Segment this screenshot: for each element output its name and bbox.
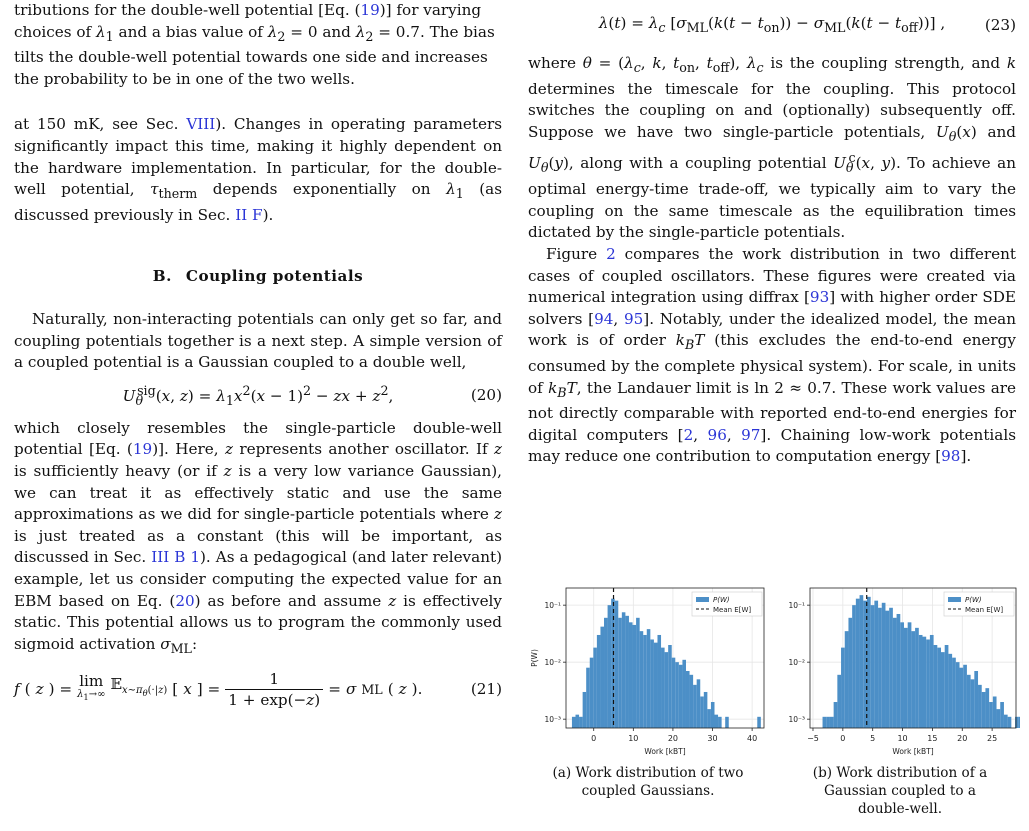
figure1-caption-tail bbox=[14, 0, 502, 90]
equation-number: (23) bbox=[984, 16, 1016, 35]
paragraph: Figure 2 compares the work distribution in two different cases of coupled oscillators. These figures were created via numerical integration using diffrax [93] with higher order SDE solvers [94, 95]. Notably, under the idealized model, the mean work is of order $k_BT$ (this excludes the end-to-end energy consumed by the complete physical system). For scale, in units of $k_BT$, the Landauer limit is ln 2 ≈ 0.7. These work values are not directly comparable with reported end-to-end energies for digital computers [2, 96, 97]. Chaining low-work potentials may reduce one contribution to computation energy [98]. bbox=[528, 244, 1017, 466]
right-column bbox=[528, 0, 1016, 468]
histogram-bar bbox=[948, 654, 952, 728]
x-tick-label: 25 bbox=[987, 734, 998, 743]
histogram-bar bbox=[963, 665, 967, 728]
histogram-bar bbox=[900, 622, 904, 728]
histogram-bar bbox=[967, 675, 971, 728]
x-tick-label: 0 bbox=[840, 734, 846, 743]
histogram-bar bbox=[852, 605, 856, 728]
histogram-bar bbox=[579, 717, 583, 728]
histogram-bar bbox=[845, 631, 849, 728]
histogram-bar bbox=[686, 671, 690, 728]
x-tick-label: 20 bbox=[667, 734, 679, 743]
histogram-bar bbox=[904, 628, 908, 728]
histogram-bar bbox=[960, 668, 964, 728]
legend-label-mean: Mean E[W] bbox=[965, 606, 1004, 614]
histogram-bar bbox=[974, 671, 978, 728]
histogram-bar bbox=[640, 631, 644, 728]
histogram-bar bbox=[718, 717, 722, 728]
histogram-bar bbox=[919, 635, 923, 728]
histogram-bar bbox=[672, 658, 676, 728]
histogram-bar bbox=[647, 629, 651, 728]
histogram-bar bbox=[690, 675, 694, 728]
histogram-bar bbox=[633, 625, 637, 728]
x-tick-label: 30 bbox=[707, 734, 718, 743]
histogram-bar bbox=[997, 709, 1001, 728]
histogram-bar bbox=[941, 652, 945, 728]
legend-label-hist: P(W) bbox=[965, 596, 982, 604]
histogram-bar bbox=[622, 612, 626, 728]
histogram-bar bbox=[682, 660, 686, 728]
caption-line: double-well. bbox=[857, 801, 943, 817]
histogram-bar bbox=[937, 648, 941, 728]
histogram-bar bbox=[934, 645, 938, 728]
histogram-bar bbox=[911, 631, 915, 728]
histogram-bar bbox=[657, 635, 661, 728]
histogram-bar bbox=[856, 599, 860, 728]
histogram-bar bbox=[985, 688, 989, 728]
histogram-bar bbox=[583, 692, 587, 728]
histogram-bar bbox=[665, 652, 669, 728]
histogram-bar bbox=[971, 679, 975, 728]
section-title: Coupling potentials bbox=[185, 267, 364, 286]
histogram-bar bbox=[874, 601, 878, 728]
histogram-bar bbox=[679, 665, 683, 728]
y-tick-label: 10⁻² bbox=[544, 658, 561, 668]
histogram-bar bbox=[871, 605, 875, 728]
legend-label-hist: P(W) bbox=[713, 596, 730, 604]
equation-21: f ( z ) = lim $\lambda_1\to\infty$ 𝔼$_{x\sim\pi_\theta(\cdot|z)}$ [ x ] = 1 1 + exp(−z) = σ ML ( z ). (21) bbox=[14, 669, 502, 709]
histogram-bar bbox=[576, 715, 580, 728]
histogram-bar bbox=[668, 645, 672, 728]
figure-a bbox=[528, 580, 768, 800]
histogram-bar bbox=[922, 637, 926, 728]
histogram-bar bbox=[993, 696, 997, 728]
y-tick-label: 10⁻¹ bbox=[544, 601, 561, 611]
caption-line: Gaussian coupled to a bbox=[824, 783, 976, 799]
histogram-bar bbox=[697, 679, 701, 728]
histogram-bar bbox=[830, 717, 834, 728]
histogram-bar bbox=[615, 601, 619, 728]
histogram-bar bbox=[618, 618, 622, 728]
histogram-bar bbox=[757, 717, 761, 728]
histogram-bar bbox=[608, 605, 612, 728]
histogram-bar bbox=[707, 709, 711, 728]
section-number: B. bbox=[152, 267, 172, 286]
y-tick-label: 10⁻³ bbox=[788, 715, 805, 725]
histogram-bar bbox=[593, 648, 597, 728]
paragraph: which closely resembles the single-particle double-well potential [Eq. (19)]. Here, z represents another oscillator. If z is sufficiently heavy (or if z is a very low variance Gaussian), we can treat it as effectively static and use the same approximations as we did for single-particle potentials where z is just treated as a constant (this will be important, as discussed in Sec. III B 1). As a pedagogical (and later relevant) example, let us consider computing the expected value for an EBM based on Eq. (20) as before and assume z is effectively static. This potential allows us to program the commonly used sigmoid activation $\sigma_{ML}$: bbox=[14, 418, 503, 656]
histogram-bar bbox=[629, 622, 633, 728]
x-tick-label: 0 bbox=[591, 734, 597, 743]
histogram-bar bbox=[661, 648, 665, 728]
histogram-bar bbox=[834, 702, 838, 728]
histogram-bar bbox=[654, 643, 658, 728]
y-tick-label: 10⁻² bbox=[788, 658, 805, 668]
histogram-bar bbox=[889, 608, 893, 728]
histogram-bar bbox=[1004, 715, 1008, 728]
histogram-bar bbox=[885, 611, 889, 728]
chart-b bbox=[780, 580, 1020, 760]
y-tick-label: 10⁻¹ bbox=[788, 601, 805, 611]
equation-number: (20) bbox=[470, 385, 502, 404]
histogram-bar bbox=[945, 645, 949, 728]
histogram-bar bbox=[978, 685, 982, 728]
histogram-bar bbox=[956, 662, 960, 728]
histogram-bar bbox=[841, 648, 845, 728]
y-tick-label: 10⁻³ bbox=[544, 715, 561, 725]
caption-line: (a) Work distribution of two bbox=[552, 765, 744, 781]
histogram-bar bbox=[693, 685, 697, 728]
legend-swatch-hist bbox=[948, 597, 961, 602]
figure-b bbox=[780, 580, 1020, 818]
caption-line: choices of $\lambda_1$ and a bias value of $\lambda_2 = 0$ and $\lambda_2 = 0.7$. The bias bbox=[14, 22, 495, 44]
figure-b-caption bbox=[780, 764, 1020, 818]
x-axis-label: Work [kBT] bbox=[892, 747, 934, 756]
figure-a-caption bbox=[528, 764, 768, 800]
x-tick-label: 10 bbox=[628, 734, 639, 743]
histogram-bar bbox=[823, 717, 827, 728]
histogram-bar bbox=[711, 702, 715, 728]
histogram-bar bbox=[704, 692, 708, 728]
caption-line: tributions for the double-well potential [Eq. (19)] for varying bbox=[14, 1, 482, 19]
histogram-bar bbox=[700, 696, 704, 728]
histogram-bar bbox=[989, 702, 993, 728]
equation-23: $\lambda(t) = \lambda_c$ $[\sigma_{ML}(k(t - t_{on})) - \sigma_{ML}(k(t - t_{off}))]$ , (23) bbox=[598, 14, 1016, 36]
histogram-bar bbox=[882, 603, 886, 728]
histogram-bar bbox=[826, 717, 830, 728]
histogram-bar bbox=[926, 639, 930, 728]
chart-a bbox=[528, 580, 768, 760]
histogram-bar bbox=[636, 618, 640, 728]
legend-swatch-hist bbox=[696, 597, 709, 602]
caption-line: coupled Gaussians. bbox=[581, 783, 715, 799]
x-tick-label: 5 bbox=[870, 734, 876, 743]
histogram-bar bbox=[590, 658, 594, 728]
caption-line: (b) Work distribution of a bbox=[812, 765, 988, 781]
histogram-bar bbox=[675, 662, 679, 728]
histogram-bar bbox=[915, 628, 919, 728]
histogram-bar bbox=[897, 614, 901, 728]
left-column bbox=[14, 0, 502, 719]
histogram-bar bbox=[878, 608, 882, 728]
histogram-bar bbox=[643, 635, 647, 728]
histogram-bar bbox=[930, 635, 934, 728]
caption-line: the probability to be in one of the two wells. bbox=[14, 69, 355, 88]
x-tick-label: −5 bbox=[807, 734, 819, 743]
histogram-bar bbox=[725, 717, 729, 728]
histogram-bar bbox=[1015, 717, 1019, 728]
histogram-bar bbox=[837, 675, 841, 728]
histogram-bar bbox=[982, 692, 986, 728]
histogram-bar bbox=[715, 715, 719, 728]
histogram-bar bbox=[650, 639, 654, 728]
section-heading bbox=[14, 266, 502, 288]
histogram-bar bbox=[572, 717, 576, 728]
x-tick-label: 10 bbox=[897, 734, 908, 743]
caption-line: tilts the double-well potential towards one side and increases bbox=[14, 48, 488, 67]
histogram-bar bbox=[893, 618, 897, 728]
paragraph: Naturally, non-interacting potentials can only get so far, and coupling potentials together is a next step. A simple version of a coupled potential is a Gaussian coupled to a double well, bbox=[14, 310, 502, 372]
histogram-bar bbox=[860, 595, 864, 728]
histogram-bar bbox=[1008, 717, 1012, 728]
histogram-bar bbox=[1000, 702, 1004, 728]
histogram-bar bbox=[597, 635, 601, 728]
histogram-bar bbox=[604, 618, 608, 728]
x-tick-label: 40 bbox=[747, 734, 758, 743]
x-tick-label: 20 bbox=[957, 734, 968, 743]
paragraph: where $\theta = (\lambda_c$, k, $t_{on}$, $t_{off}$), $\lambda_c$ is the coupling strength, and k determines the timescale for the coupling. This protocol switches the coupling on and (optionally) subsequently off. Suppose we have two single-particle potentials, $U_\theta(x)$ and $U_\theta(y)$, along with a coupling potential $U_\theta^c(x$, y). To achieve an optimal energy-time trade-off, we typically aim to vary the coupling on the same timescale as the equilibration times dictated by the single-particle potentials. bbox=[528, 54, 1017, 242]
histogram-bar bbox=[625, 616, 629, 728]
legend-label-mean: Mean E[W] bbox=[713, 606, 752, 614]
paragraph: at 150 mK, see Sec. VIII). Changes in operating parameters significantly impact this time, making it highly dependent on the hardware implementation. In particular, for the double-well potential, $\tau_{therm}$ depends exponentially on $\lambda_1$ (as discussed previously in Sec. II F). bbox=[14, 115, 503, 224]
histogram-bar bbox=[586, 668, 590, 728]
x-axis-label: Work [kBT] bbox=[644, 747, 686, 756]
histogram-bar bbox=[952, 658, 956, 728]
y-axis-label: P(W) bbox=[530, 649, 539, 667]
histogram-bar bbox=[867, 597, 871, 728]
equation-number: (21) bbox=[470, 679, 502, 698]
x-tick-label: 15 bbox=[927, 734, 938, 743]
histogram-bar bbox=[600, 627, 604, 728]
histogram-bar bbox=[848, 618, 852, 728]
histogram-bar bbox=[1019, 717, 1020, 728]
equation-20: $U_\theta^{sig}(x$, $z) = \lambda_1x^2(x - 1)^2$ − zx + $z^2$, (20) bbox=[122, 382, 502, 409]
histogram-bar bbox=[908, 622, 912, 728]
